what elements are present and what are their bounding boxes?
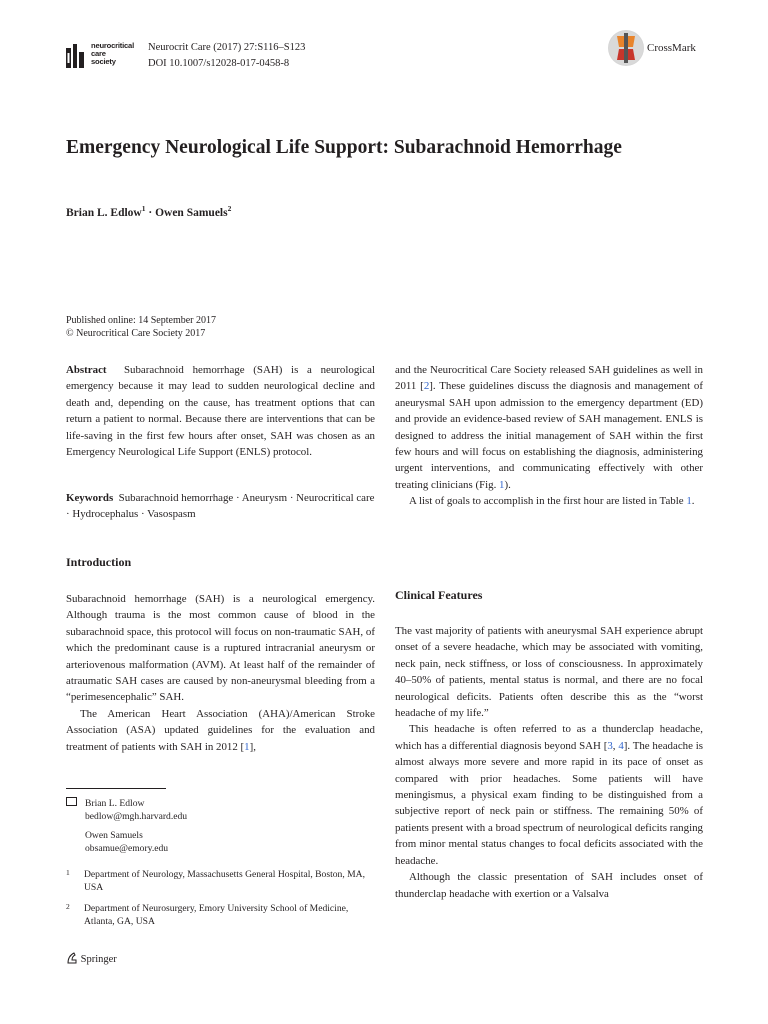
crossmark-label: CrossMark (647, 42, 696, 54)
paragraph: This headache is often referred to as a thunderclap headache, which has a differential diagnosis beyond SAH [3, 4]. The headache is almost always more severe and more rapid in its pace of onset as compared with prior headaches. Some patients will have meningismus, a physical exam finding to be distinguished from a subjective report of neck pain or stiffness. The remaining 50% of patients present with a broad spectrum of neurological deficits ranging from minor mental status changes to focal deficits associated with the headache. (395, 723, 703, 867)
paragraph: A list of goals to accomplish in the first hour are listed in Table 1. (409, 495, 695, 508)
affiliation-item: 1 Department of Neurology, Massachusetts General Hospital, Boston, MA, USA (66, 868, 366, 893)
correspondence-name: Brian L. Edlow (85, 798, 145, 809)
reference-link[interactable]: 1 (244, 740, 250, 753)
section-heading-clinical-features: Clinical Features (395, 588, 483, 602)
affiliations (66, 868, 375, 928)
publication-info (66, 314, 216, 340)
footnote-divider (66, 788, 166, 789)
reference-link[interactable]: 4 (618, 739, 624, 752)
publisher-name: Springer (80, 954, 117, 965)
paragraph: Subarachnoid hemorrhage (SAH) is a neurological emergency. Although trauma is the most common cause of blood in the subarachnoid space, this protocol will focus on non-traumatic SAH, of which the predominant cause is a ruptured intracranial aneurysm or arteriovenous malformation (AVM). At least half of the remainder of atraumatic SAH cases are caused by non-aneurysmal bleeding from a “perimesencephalic” SAH. (66, 593, 375, 704)
abstract-text: Subarachnoid hemorrhage (SAH) is a neurological emergency because it may lead to sudden neurological decline and death and, depending on the cause, has treatment options that can return a patient to normal. Because there are interventions that can be life-saving in the first few hours after onset, SAH was chosen as an Emergency Neurological Life Support (ENLS) protocol. (66, 364, 375, 459)
reference-link[interactable]: 3 (607, 739, 613, 752)
crossmark-icon (608, 30, 644, 66)
published-date: Published online: 14 September 2017 (66, 315, 216, 326)
email-link[interactable]: obsamue@emory.edu (85, 843, 169, 854)
crossmark-button[interactable] (608, 30, 703, 70)
figure-link[interactable]: 1 (499, 478, 505, 491)
clinical-features-body (395, 623, 703, 902)
copyright: © Neurocritical Care Society 2017 (66, 328, 206, 339)
author-affiliation-marker[interactable]: 2 (227, 204, 232, 213)
society-logo-text: neurocritical care society (91, 41, 134, 66)
author-affiliation-marker[interactable]: 1 (141, 204, 146, 213)
reference-link[interactable]: 2 (423, 380, 430, 393)
author-separator: · (145, 206, 156, 219)
society-logo-icon (66, 44, 84, 68)
abstract-label: Abstract (66, 364, 107, 376)
abstract (66, 362, 375, 460)
journal-info (148, 40, 305, 72)
paragraph: The American Heart Association (AHA)/American Stroke Association (ASA) updated guidelines for the evaluation and treatment of patients with SAH in 2012 [1], (66, 707, 375, 753)
keywords-label: Keywords (66, 492, 114, 504)
envelope-icon (66, 797, 77, 806)
journal-citation: Neurocrit Care (2017) 27:S116–S123 (148, 42, 306, 53)
correspondence (66, 797, 375, 855)
paragraph: The vast majority of patients with aneurysmal SAH experience abrupt onset of a severe headache, which may be associated with vomiting, neck pain, neck stiffness, or loss of consciousness. In approximately 40–50% of patients, mental status is normal, and there are no focal neurological deficits. Patients often describe this as the “worst headache of my life.” (395, 625, 703, 720)
author-list (66, 204, 231, 219)
keywords-text: Subarachnoid hemorrhage · Aneurysm · Neurocritical care · Hydrocephalus · Vasospasm (66, 492, 375, 521)
author-name[interactable]: Brian L. Edlow (66, 206, 142, 219)
affiliation-item: 2 Department of Neurosurgery, Emory University School of Medicine, Atlanta, GA, USA (66, 902, 349, 927)
correspondence-name: Owen Samuels (85, 830, 143, 841)
keywords (66, 490, 375, 523)
paragraph: Although the classic presentation of SAH includes onset of thunderclap headache with exertion or a Valsalva (395, 871, 703, 900)
author-name[interactable]: Owen Samuels (155, 206, 228, 219)
springer-horse-icon (66, 952, 78, 964)
paragraph: and the Neurocritical Care Society released SAH guidelines as well in 2011 [2]. These guidelines discuss the diagnosis and management of aneurysmal SAH upon admission to the emergency department (ED) and provide an evidence-based review of SAH management. ENLS is designed to address the initial management of SAH within the first few hours and will focus on establishing the diagnosis, administering urgent interventions, and communicating effectively with other treating clinicians (Fig. 1). (395, 364, 703, 491)
article-title: Emergency Neurological Life Support: Subarachnoid Hemorrhage (66, 137, 622, 158)
section-heading-introduction: Introduction (66, 555, 132, 569)
publisher-footer (66, 952, 117, 965)
email-link[interactable]: bedlow@mgh.harvard.edu (85, 811, 188, 822)
table-link[interactable]: 1 (686, 495, 692, 508)
introduction-body (66, 591, 375, 755)
introduction-continued (395, 362, 703, 510)
doi-link[interactable]: DOI 10.1007/s12028-017-0458-8 (148, 58, 290, 69)
